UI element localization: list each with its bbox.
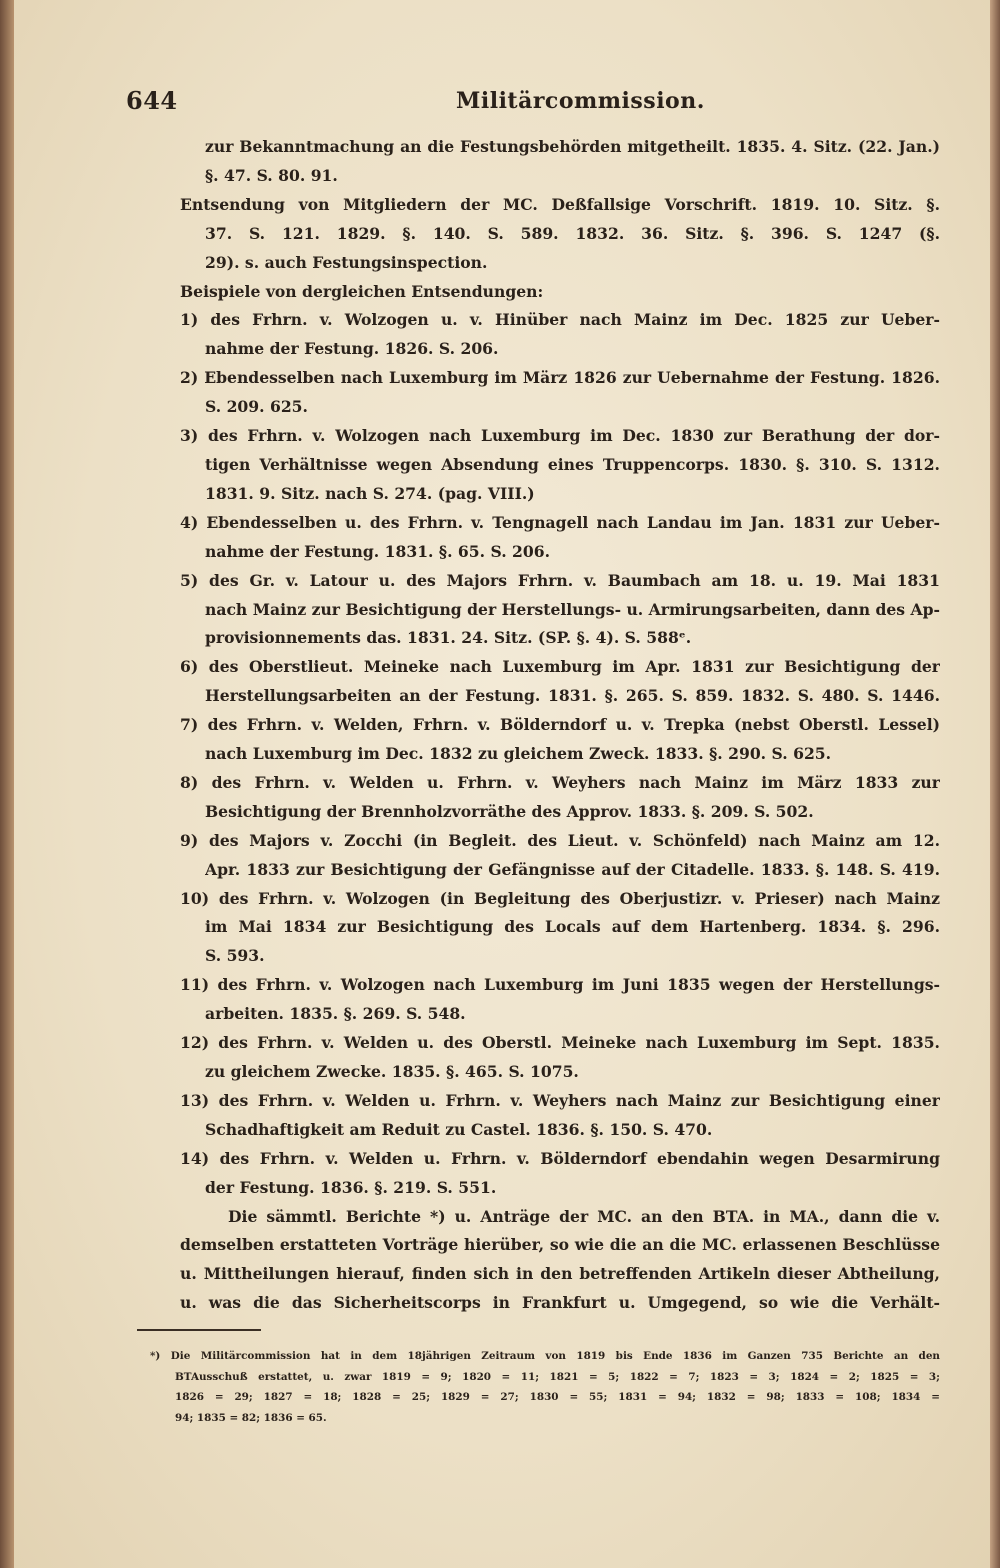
- text-line: 14) des Frhrn. v. Welden u. Frhrn. v. Bölderndorf ebendahin wegen Desarmirung: [180, 1148, 940, 1168]
- text-line: 9) des Majors v. Zocchi (in Begleit. des Lieut. v. Schönfeld) nach Mainz am 12.: [180, 830, 940, 850]
- text-line: 10) des Frhrn. v. Wolzogen (in Begleitung des Oberjustizr. v. Prieser) nach Mainz: [180, 888, 940, 908]
- text-line: Herstellungsarbeiten an der Festung. 1831. §. 265. S. 859. 1832. S. 480. S. 1446.: [205, 686, 940, 706]
- text-line: Schadhaftigkeit am Reduit zu Castel. 1836. §. 150. S. 470.: [205, 1119, 713, 1139]
- text-line: 2) Ebendesselben nach Luxemburg im März 1826 zur Uebernahme der Festung. 1826.: [180, 368, 940, 388]
- page-number: 644: [126, 86, 178, 115]
- footnote-line: *) Die Militärcommission hat in dem 18jährigen Zeitraum von 1819 bis Ende 1836 im Ganzen 735 Berichte an den: [150, 1350, 940, 1362]
- text-line: S. 593.: [205, 946, 265, 966]
- text-line: demselben erstatteten Vorträge hierüber, so wie die an die MC. erlassenen Beschlüsse: [180, 1235, 940, 1255]
- text-line: 5) des Gr. v. Latour u. des Majors Frhrn. v. Baumbach am 18. u. 19. Mai 1831: [180, 570, 940, 590]
- footnote-separator: [137, 1329, 261, 1331]
- text-line: nach Mainz zur Besichtigung der Herstellungs- u. Armirungsarbeiten, dann des Ap-: [205, 599, 940, 619]
- text-line: S. 209. 625.: [205, 397, 308, 417]
- footnote-line: 94; 1835 = 82; 1836 = 65.: [175, 1411, 327, 1424]
- text-line: Besichtigung der Brennholzvorräthe des Approv. 1833. §. 209. S. 502.: [205, 801, 814, 821]
- text-line: u. Mittheilungen hierauf, finden sich in den betreffenden Artikeln dieser Abtheilung,: [180, 1264, 940, 1284]
- text-line: arbeiten. 1835. §. 269. S. 548.: [205, 1004, 466, 1024]
- page-right-edge: [990, 0, 1000, 1568]
- text-line: nahme der Festung. 1831. §. 65. S. 206.: [205, 541, 551, 561]
- page-left-edge: [0, 0, 14, 1568]
- text-line: 12) des Frhrn. v. Welden u. des Oberstl. Meineke nach Luxemburg im Sept. 1835.: [180, 1033, 940, 1053]
- text-line: im Mai 1834 zur Besichtigung des Locals auf dem Hartenberg. 1834. §. 296.: [205, 917, 940, 937]
- text-line: 11) des Frhrn. v. Wolzogen nach Luxemburg im Juni 1835 wegen der Herstellungs-: [180, 975, 940, 995]
- text-line: 3) des Frhrn. v. Wolzogen nach Luxemburg im Dec. 1830 zur Berathung der dor-: [180, 426, 940, 446]
- text-line: provisionnements das. 1831. 24. Sitz. (SP. §. 4). S. 588ᵉ.: [205, 628, 692, 648]
- text-line: Die sämmtl. Berichte *) u. Anträge der MC. an den BTA. in MA., dann die v.: [228, 1206, 940, 1226]
- text-line: 1831. 9. Sitz. nach S. 274. (pag. VIII.): [205, 483, 535, 503]
- text-line: 8) des Frhrn. v. Welden u. Frhrn. v. Weyhers nach Mainz im März 1833 zur: [180, 772, 940, 792]
- text-line: 29). s. auch Festungsinspection.: [205, 252, 488, 272]
- text-line: 7) des Frhrn. v. Welden, Frhrn. v. Bölderndorf u. v. Trepka (nebst Oberstl. Lessel): [180, 715, 940, 735]
- text-line: zur Bekanntmachung an die Festungsbehörden mitgetheilt. 1835. 4. Sitz. (22. Jan.): [205, 137, 940, 156]
- text-line: u. was die das Sicherheitscorps in Frankfurt u. Umgegend, so wie die Verhält-: [180, 1293, 940, 1313]
- body-text: [180, 133, 940, 1318]
- text-line: 13) des Frhrn. v. Welden u. Frhrn. v. Weyhers nach Mainz zur Besichtigung einer: [180, 1090, 940, 1110]
- text-line: tigen Verhältnisse wegen Absendung eines Truppencorps. 1830. §. 310. S. 1312.: [205, 454, 940, 474]
- footnote-line: 1826 = 29; 1827 = 18; 1828 = 25; 1829 = 27; 1830 = 55; 1831 = 94; 1832 = 98; 1833 = 108; 1834 =: [175, 1391, 940, 1404]
- footnote-line: BTAusschuß erstattet, u. zwar 1819 = 9; 1820 = 11; 1821 = 5; 1822 = 7; 1823 = 3; 1824 = 2; 1825 = 3;: [175, 1370, 940, 1383]
- page-header: [126, 86, 946, 120]
- text-line: 4) Ebendesselben u. des Frhrn. v. Tengnagell nach Landau im Jan. 1831 zur Ueber-: [180, 512, 940, 532]
- text-line: der Festung. 1836. §. 219. S. 551.: [205, 1177, 497, 1197]
- text-line: nahme der Festung. 1826. S. 206.: [205, 339, 499, 359]
- text-line: Apr. 1833 zur Besichtigung der Gefängnisse auf der Citadelle. 1833. §. 148. S. 419.: [205, 859, 940, 879]
- text-line: zu gleichem Zwecke. 1835. §. 465. S. 1075.: [205, 1062, 579, 1081]
- text-line: 1) des Frhrn. v. Wolzogen u. v. Hinüber nach Mainz im Dec. 1825 zur Ueber-: [180, 310, 940, 330]
- running-title: Militärcommission.: [456, 88, 705, 114]
- text-line: 37. S. 121. 1829. §. 140. S. 589. 1832. 36. Sitz. §. 396. S. 1247 (§.: [205, 223, 940, 243]
- text-line: Entsendung von Mitgliedern der MC. Deßfallsige Vorschrift. 1819. 10. Sitz. §.: [180, 194, 940, 214]
- text-line: nach Luxemburg im Dec. 1832 zu gleichem Zweck. 1833. §. 290. S. 625.: [205, 744, 832, 764]
- footnote: [150, 1346, 940, 1428]
- text-line: §. 47. S. 80. 91.: [205, 165, 338, 185]
- text-line: Beispiele von dergleichen Entsendungen:: [180, 281, 544, 301]
- text-line: 6) des Oberstlieut. Meineke nach Luxemburg im Apr. 1831 zur Besichtigung der: [180, 657, 940, 677]
